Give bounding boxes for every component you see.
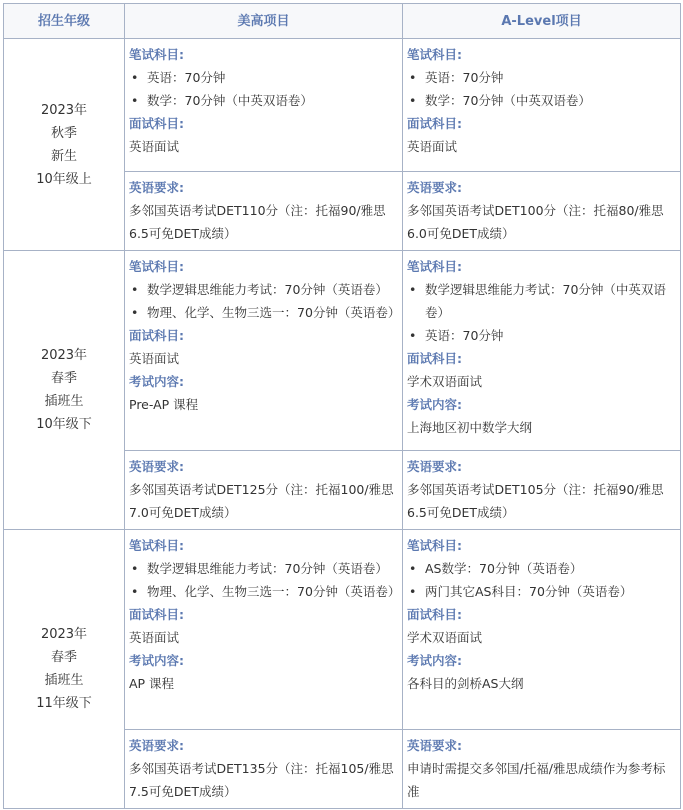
table-row xyxy=(4,251,681,451)
section-heading: 面试科目: xyxy=(129,116,184,131)
header-row xyxy=(4,4,681,39)
exam-list xyxy=(129,278,401,324)
exam-cell-us xyxy=(125,530,403,730)
section-heading: 考试内容: xyxy=(407,653,462,668)
exam-cell-alevel xyxy=(403,530,681,730)
section-heading: 面试科目: xyxy=(407,116,462,131)
list-item: • 数学逻辑思维能力考试：70分钟（英语卷） xyxy=(143,557,398,580)
list-item: • 英语：70分钟 xyxy=(421,66,676,89)
section-heading: 英语要求: xyxy=(129,738,184,753)
grade-season: 秋季 xyxy=(50,125,77,141)
list-item: • 物理、化学、生物三选一：70分钟（英语卷） xyxy=(143,580,398,603)
interview-text: 学术双语面试 xyxy=(407,374,483,389)
interview-text: 学术双语面试 xyxy=(407,630,483,645)
admission-table xyxy=(3,3,681,809)
grade-year: 2023年 xyxy=(40,627,88,642)
section-heading: 面试科目: xyxy=(129,607,184,622)
grade-year: 2023年 xyxy=(40,102,88,118)
section-heading: 英语要求: xyxy=(129,180,184,195)
table-row xyxy=(4,39,681,172)
content-text: Pre-AP 课程 xyxy=(129,397,199,412)
english-requirement: 多邻国英语考试DET110分（注：托福90/雅思6.5可免DET成绩） xyxy=(129,203,386,241)
header-us-program: 美高项目 xyxy=(125,4,403,39)
interview-text: 英语面试 xyxy=(129,139,180,154)
grade-level: 11年级下 xyxy=(36,696,92,711)
list-item: • 数学逻辑思维能力考试：70分钟（中英双语卷） xyxy=(421,278,676,324)
section-heading: 面试科目: xyxy=(129,328,184,343)
section-heading: 考试内容: xyxy=(407,397,462,412)
section-heading: 英语要求: xyxy=(129,459,184,474)
section-heading: 英语要求: xyxy=(407,738,462,753)
section-heading: 笔试科目: xyxy=(129,47,184,62)
english-cell-us xyxy=(125,451,403,530)
header-grade: 招生年级 xyxy=(4,4,125,39)
section-heading: 面试科目: xyxy=(407,607,462,622)
exam-list xyxy=(129,557,401,603)
grade-type: 新生 xyxy=(50,148,77,164)
english-requirement: 多邻国英语考试DET125分（注：托福100/雅思7.0可免DET成绩） xyxy=(129,482,394,520)
list-item: • 数学：70分钟（中英双语卷） xyxy=(143,89,398,112)
content-text: 各科目的剑桥AS大纲 xyxy=(407,676,524,691)
exam-cell-alevel xyxy=(403,251,681,451)
content-text: 上海地区初中数学大纲 xyxy=(407,420,533,435)
english-requirement: 多邻国英语考试DET135分（注：托福105/雅思7.5可免DET成绩） xyxy=(129,761,394,799)
grade-year: 2023年 xyxy=(40,348,88,363)
exam-list xyxy=(407,557,676,603)
english-cell-alevel xyxy=(403,172,681,251)
grade-type: 插班生 xyxy=(44,673,84,688)
exam-list xyxy=(407,66,676,112)
section-heading: 笔试科目: xyxy=(129,538,184,553)
exam-cell-alevel xyxy=(403,39,681,172)
section-heading: 考试内容: xyxy=(129,374,184,389)
exam-cell-us xyxy=(125,251,403,451)
interview-text: 英语面试 xyxy=(129,630,180,645)
grade-cell xyxy=(4,530,125,809)
interview-text: 英语面试 xyxy=(129,351,180,366)
interview-text: 英语面试 xyxy=(407,139,458,154)
table-row xyxy=(4,530,681,730)
english-cell-us xyxy=(125,730,403,809)
english-requirement: 申请时需提交多邻国/托福/雅思成绩作为参考标准 xyxy=(407,761,666,799)
list-item: • 数学：70分钟（中英双语卷） xyxy=(421,89,676,112)
grade-level: 10年级上 xyxy=(36,171,92,187)
list-item: • AS数学：70分钟（英语卷） xyxy=(421,557,676,580)
section-heading: 笔试科目: xyxy=(407,259,462,274)
english-cell-alevel xyxy=(403,451,681,530)
grade-season: 春季 xyxy=(50,371,77,386)
list-item: • 数学逻辑思维能力考试：70分钟（英语卷） xyxy=(143,278,398,301)
list-item: • 英语：70分钟 xyxy=(143,66,398,89)
section-heading: 英语要求: xyxy=(407,180,462,195)
grade-cell xyxy=(4,251,125,530)
list-item: • 两门其它AS科目：70分钟（英语卷） xyxy=(421,580,676,603)
english-requirement: 多邻国英语考试DET100分（注：托福80/雅思6.0可免DET成绩） xyxy=(407,203,664,241)
content-text: AP 课程 xyxy=(129,676,175,691)
english-requirement: 多邻国英语考试DET105分（注：托福90/雅思6.5可免DET成绩） xyxy=(407,482,664,520)
header-alevel-program: A-Level项目 xyxy=(403,4,681,39)
section-heading: 笔试科目: xyxy=(407,538,462,553)
english-cell-us xyxy=(125,172,403,251)
section-heading: 英语要求: xyxy=(407,459,462,474)
section-heading: 考试内容: xyxy=(129,653,184,668)
grade-level: 10年级下 xyxy=(36,417,92,432)
exam-cell-us xyxy=(125,39,403,172)
grade-type: 插班生 xyxy=(44,394,84,409)
section-heading: 面试科目: xyxy=(407,351,462,366)
section-heading: 笔试科目: xyxy=(407,47,462,62)
english-cell-alevel xyxy=(403,730,681,809)
grade-season: 春季 xyxy=(50,650,77,665)
section-heading: 笔试科目: xyxy=(129,259,184,274)
exam-list xyxy=(407,278,676,347)
list-item: • 英语：70分钟 xyxy=(421,324,676,347)
grade-cell xyxy=(4,39,125,251)
exam-list xyxy=(129,66,398,112)
list-item: • 物理、化学、生物三选一：70分钟（英语卷） xyxy=(143,301,398,324)
